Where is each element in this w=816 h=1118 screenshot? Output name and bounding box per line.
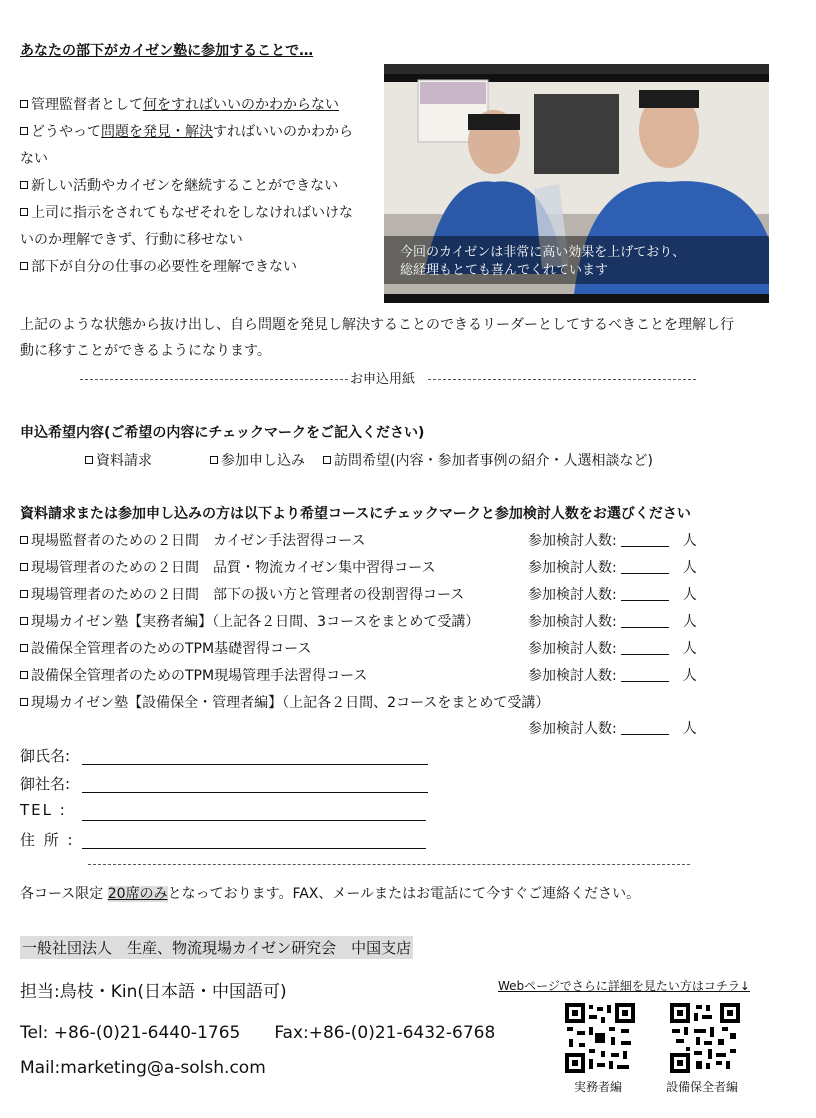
problem-item: どうやって問題を発見・解決すればいいのかわから — [20, 119, 353, 145]
problem-item-cont: ない — [20, 151, 48, 167]
intro-heading: あなたの部下がカイゼン塾に参加することで… — [20, 43, 314, 59]
participant-count-label: 参加検討人数: — [528, 587, 617, 603]
problem-item-cont: いのか理解できず、行動に移せない — [20, 232, 243, 248]
participant-count-unit: 人 — [682, 721, 697, 737]
participant-count — [528, 718, 697, 738]
tel-field[interactable] — [82, 820, 426, 821]
checkbox[interactable] — [20, 590, 28, 598]
name-field-label: 御氏名: — [20, 747, 71, 765]
checkbox[interactable] — [20, 208, 28, 216]
participant-count — [528, 611, 697, 631]
tel-fax: Tel: +86-(0)21-6440-1765 Fax:+86-(0)21-6432-6768 — [20, 1023, 496, 1043]
org-name: 一般社団法人 生産、物流現場カイゼン研究会 中国支店 — [20, 936, 413, 959]
video-caption-line: 今回のカイゼンは非常に高い効果を上げており、 — [400, 245, 686, 260]
checkbox[interactable] — [20, 644, 28, 652]
participant-count — [528, 584, 697, 604]
problem-item: 上司に指示をされてもなぜそれをしなければいけな — [20, 200, 353, 226]
web-link[interactable]: Webページでさらに詳細を見たい方はコチラ↓ — [498, 979, 750, 993]
course-label: 現場カイゼン塾【実務者編】（上記各２日間、3コースをまとめて受講） — [31, 614, 480, 630]
participant-count-label: 参加検討人数: — [528, 668, 617, 684]
checkbox[interactable] — [85, 456, 93, 464]
checkbox[interactable] — [20, 100, 28, 108]
checkbox[interactable] — [210, 456, 218, 464]
qr-code-practitioner[interactable] — [565, 1003, 635, 1073]
video-caption-line: 総経理もとても喜んでくれています — [400, 263, 609, 278]
divider — [428, 379, 696, 380]
checkbox[interactable] — [20, 262, 28, 270]
seat-limit-highlight: 20席のみ — [107, 886, 168, 902]
company-field-label: 御社名: — [20, 775, 71, 793]
participant-count — [528, 665, 697, 685]
company-field[interactable] — [82, 792, 428, 793]
form-divider-label: お申込用紙 — [350, 372, 416, 387]
course-item[interactable] — [20, 584, 464, 604]
participant-count-unit: 人 — [682, 668, 697, 684]
checkbox[interactable] — [20, 563, 28, 571]
course-item[interactable] — [20, 557, 435, 577]
participant-count-unit: 人 — [682, 641, 697, 657]
checkbox[interactable] — [20, 127, 28, 135]
participant-count-label: 参加検討人数: — [528, 614, 617, 630]
course-heading: 資料請求または参加申し込みの方は以下より希望コースにチェックマークと参加検討人数をお選びください — [20, 506, 691, 522]
notice-text: 各コース限定 20席のみとなっております。FAX、メールまたはお電話にて今すぐご連絡ください。 — [20, 886, 641, 902]
participant-count-label: 参加検討人数: — [528, 721, 617, 737]
course-label: 現場カイゼン塾【設備保全・管理者編】（上記各２日間、2コースをまとめて受講） — [31, 695, 550, 711]
course-item[interactable] — [20, 692, 549, 712]
participant-count-label: 参加検討人数: — [528, 533, 617, 549]
participant-count-input[interactable] — [621, 667, 669, 682]
checkbox[interactable] — [20, 617, 28, 625]
course-item[interactable] — [20, 638, 311, 658]
course-item[interactable] — [20, 530, 365, 550]
participant-count-input[interactable] — [621, 720, 669, 735]
participant-count-unit: 人 — [682, 587, 697, 603]
summary-text: 上記のような状態から抜け出し、自ら問題を発見し解決することのできるリーダーとしてするべきことを理解し行 — [20, 317, 734, 333]
course-label: 設備保全管理者のためのTPM基礎習得コース — [31, 641, 312, 657]
tel-field-label: TEL : — [20, 801, 67, 819]
video-thumbnail[interactable] — [384, 64, 769, 303]
checkbox[interactable] — [323, 456, 331, 464]
checkbox[interactable] — [20, 671, 28, 679]
course-item[interactable] — [20, 611, 479, 631]
participant-count — [528, 557, 697, 577]
participant-count-label: 参加検討人数: — [528, 560, 617, 576]
participant-count-unit: 人 — [682, 614, 697, 630]
qr-code-maintenance[interactable] — [670, 1003, 740, 1073]
checkbox[interactable] — [20, 536, 28, 544]
summary-text: 動に移すことができるようになります。 — [20, 343, 271, 359]
participant-count-input[interactable] — [621, 640, 669, 655]
problem-item: 新しい活動やカイゼンを継続することができない — [20, 173, 338, 199]
participant-count-input[interactable] — [621, 559, 669, 574]
address-field[interactable] — [82, 848, 426, 849]
course-label: 現場管理者のための２日間 部下の扱い方と管理者の役割習得コース — [31, 587, 465, 603]
participant-count-input[interactable] — [621, 586, 669, 601]
participant-count-unit: 人 — [682, 533, 697, 549]
participant-count-input[interactable] — [621, 613, 669, 628]
participant-count-label: 参加検討人数: — [528, 641, 617, 657]
participant-count-unit: 人 — [682, 560, 697, 576]
course-item[interactable] — [20, 665, 367, 685]
request-option-apply[interactable]: 参加申し込み — [210, 450, 305, 470]
checkbox[interactable] — [20, 181, 28, 189]
address-field-label: 住 所 : — [20, 831, 75, 849]
qr-code-icon — [565, 1003, 635, 1073]
participant-count — [528, 530, 697, 550]
name-field[interactable] — [82, 764, 428, 765]
request-option-materials[interactable]: 資料請求 — [85, 450, 152, 470]
problem-item: 管理監督者として何をすればいいのかわからない — [20, 92, 339, 118]
checkbox[interactable] — [20, 698, 28, 706]
problem-item: 部下が自分の仕事の必要性を理解できない — [20, 254, 297, 280]
course-label: 現場監督者のための２日間 カイゼン手法習得コース — [31, 533, 366, 549]
participant-count-input[interactable] — [621, 532, 669, 547]
divider — [88, 864, 690, 865]
divider — [80, 379, 348, 380]
qr-label: 実務者編 — [574, 1080, 623, 1094]
course-label: 設備保全管理者のためのTPM現場管理手法習得コース — [31, 668, 368, 684]
request-option-visit[interactable]: 訪問希望(内容・参加者事例の紹介・人選相談など) — [323, 450, 653, 470]
mail-address[interactable]: Mail:marketing@a-solsh.com — [20, 1058, 266, 1078]
course-label: 現場管理者のための２日間 品質・物流カイゼン集中習得コース — [31, 560, 436, 576]
participant-count — [528, 638, 697, 658]
contact-person: 担当:鳥枝・Kin(日本語・中国語可) — [20, 982, 287, 1002]
qr-label: 設備保全者編 — [666, 1080, 739, 1094]
qr-code-icon — [670, 1003, 740, 1073]
request-heading: 申込希望内容(ご希望の内容にチェックマークをご記入ください) — [20, 425, 425, 441]
